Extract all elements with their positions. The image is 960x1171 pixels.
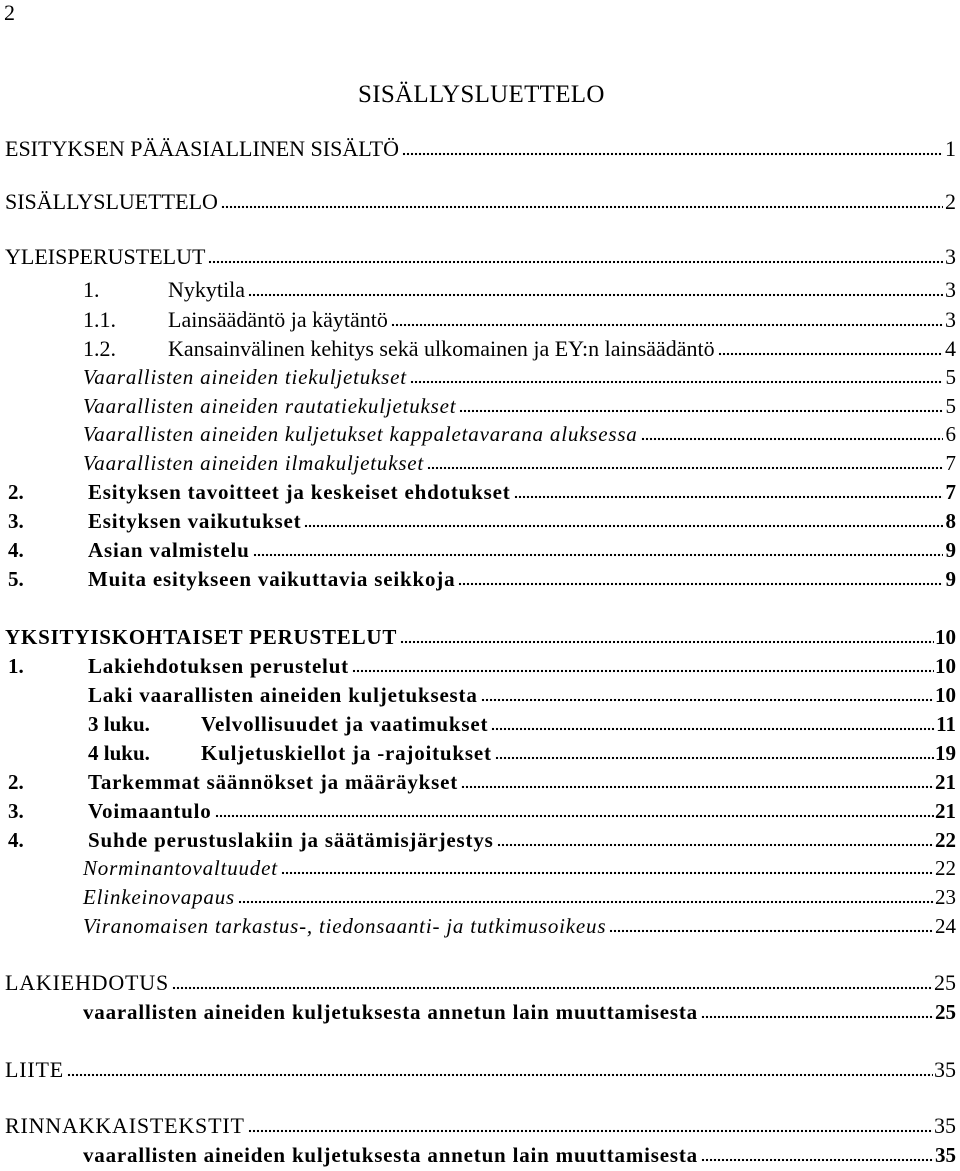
toc-entry[interactable]	[83, 393, 956, 419]
toc-entry[interactable]	[83, 682, 956, 708]
toc-entry-title: Vaarallisten aineiden rautatiekuljetukset	[83, 394, 457, 418]
toc-entry-number: 1.2.	[83, 336, 116, 361]
dot-leader	[172, 984, 933, 990]
toc-entry[interactable]: 5. Muita esitykseen vaikuttavia seikkoja 9	[8, 567, 956, 591]
toc-entry-title: Esityksen tavoitteet ja keskeiset ehdotukset	[88, 480, 511, 504]
page-number: 2	[4, 0, 15, 25]
toc-entry[interactable]	[83, 711, 956, 737]
toc-entry[interactable]	[83, 999, 956, 1025]
page-title: SISÄLLYSLUETTELO	[358, 81, 605, 108]
toc-entry[interactable]	[83, 1142, 956, 1168]
dot-leader	[215, 812, 934, 818]
toc-entry-page: 4	[945, 336, 956, 361]
toc-entry-title: vaarallisten aineiden kuljetuksesta annetun lain muuttamisesta	[83, 1143, 698, 1167]
toc-entry-title: Esityksen vaikutukset	[88, 509, 302, 533]
toc-entry[interactable]: 1. Lakiehdotuksen perustelut 10	[8, 654, 956, 678]
toc-entry-page: 3	[945, 307, 956, 332]
dot-leader	[248, 291, 943, 297]
toc-entry-title: Velvollisuudet ja vaatimukset	[201, 712, 489, 736]
toc-entry-title: LIITE	[5, 1057, 64, 1082]
dot-leader	[427, 464, 943, 470]
dot-leader	[495, 754, 934, 760]
toc-entry[interactable]: 3. Esityksen vaikutukset 8	[8, 509, 956, 533]
toc-entry-page: 24	[935, 914, 956, 938]
toc-entry-title: Lainsäädäntö ja käytäntö	[168, 307, 388, 332]
toc-entry-page: 3	[945, 244, 956, 269]
dot-leader	[641, 435, 943, 441]
dot-leader	[458, 580, 943, 586]
toc-entry-title: Elinkeinovapaus	[83, 885, 235, 909]
dot-leader	[514, 493, 943, 499]
toc-entry-title: Viranomaisen tarkastus-, tiedonsaanti- ja tutkimusoikeus	[83, 914, 607, 938]
toc-entry[interactable]	[83, 913, 956, 939]
toc-entry-page: 21	[935, 799, 956, 823]
toc-entry-title: SISÄLLYSLUETTELO	[5, 189, 218, 214]
toc-entry-title: Suhde perustuslakiin ja säätämisjärjestys	[88, 828, 494, 852]
toc-entry-page: 9	[945, 567, 956, 591]
toc-entry-title: Tarkemmat säännökset ja määräykset	[88, 770, 458, 794]
dot-leader	[491, 725, 935, 731]
toc-entry-title: Voimaantulo	[88, 799, 212, 823]
dot-leader	[402, 150, 943, 156]
toc-entry-page: 10	[935, 654, 956, 678]
toc-entry-title: ESITYKSEN PÄÄASIALLINEN SISÄLTÖ	[5, 136, 399, 161]
toc-entry-page: 21	[935, 770, 956, 794]
toc-entry-page: 25	[935, 1000, 956, 1024]
toc-entry-title: Kuljetuskiellot ja -rajoitukset	[201, 741, 492, 765]
toc-entry[interactable]	[83, 364, 956, 390]
toc-entry-page: 3	[945, 277, 956, 302]
toc-entry-title: Vaarallisten aineiden kuljetukset kappaletavarana aluksessa	[83, 422, 638, 446]
toc-entry-page: 9	[945, 538, 956, 562]
dot-leader	[497, 841, 934, 847]
toc-entry-page: 10	[935, 625, 956, 649]
toc-entry-page: 8	[945, 509, 956, 533]
dot-leader	[718, 350, 943, 356]
toc-entry[interactable]	[5, 136, 956, 162]
toc-entry-page: 25	[934, 970, 956, 995]
toc-entry-number: 1.1.	[83, 307, 116, 332]
toc-entry-page: 22	[935, 828, 956, 852]
toc-entry-title: Muita esitykseen vaikuttavia seikkoja	[88, 567, 456, 591]
toc-entry[interactable]	[83, 421, 956, 447]
toc-entry[interactable]: 3. Voimaantulo 21	[8, 799, 956, 823]
dot-leader	[701, 1156, 934, 1162]
toc-entry-page: 35	[935, 1143, 956, 1167]
toc-entry[interactable]	[83, 884, 956, 910]
toc-entry-title: Nykytila	[168, 277, 245, 302]
dot-leader	[410, 378, 943, 384]
toc-entry[interactable]	[5, 1113, 956, 1139]
toc-entry[interactable]	[83, 277, 956, 303]
toc-entry-page: 10	[935, 683, 956, 707]
toc-entry[interactable]	[5, 1057, 956, 1083]
toc-entry[interactable]	[83, 336, 956, 362]
dot-leader	[67, 1071, 933, 1077]
toc-entry-page: 35	[934, 1113, 956, 1138]
toc-entry-page: 35	[934, 1057, 956, 1082]
dot-leader	[304, 522, 943, 528]
toc-entry-title: Laki vaarallisten aineiden kuljetuksesta	[88, 683, 478, 707]
toc-entry-page: 23	[935, 885, 956, 909]
toc-entry-title: Asian valmistelu	[88, 538, 250, 562]
toc-entry-title: vaarallisten aineiden kuljetuksesta annetun lain muuttamisesta	[83, 1000, 698, 1024]
dot-leader	[253, 551, 943, 557]
dot-leader	[400, 638, 934, 644]
dot-leader	[459, 407, 943, 413]
toc-entry-number: 3 luku.	[88, 712, 150, 736]
toc-entry[interactable]: 4. Asian valmistelu 9	[8, 538, 956, 562]
toc-entry[interactable]: 2. Tarkemmat säännökset ja määräykset 21	[8, 770, 956, 794]
toc-entry-page: 7	[945, 451, 956, 475]
toc-entry[interactable]	[5, 244, 956, 270]
toc-entry-page: 5	[945, 394, 956, 418]
toc-entry-page: 6	[945, 422, 956, 446]
toc-entry-number: 1.	[83, 277, 100, 302]
toc-entry[interactable]	[5, 189, 956, 215]
toc-entry-page: 11	[936, 712, 956, 736]
toc-entry[interactable]: 2. Esityksen tavoitteet ja keskeiset ehdotukset 7	[8, 480, 956, 504]
toc-entry-page: 7	[945, 480, 956, 504]
toc-entry[interactable]	[83, 740, 956, 766]
toc-entry-number: 4 luku.	[88, 741, 150, 765]
toc-entry-title: LAKIEHDOTUS	[5, 970, 170, 995]
toc-entry-title: YLEISPERUSTELUT	[5, 244, 206, 269]
toc-entry-page: 22	[935, 856, 956, 880]
toc-entry[interactable]	[83, 450, 956, 476]
dot-leader	[208, 258, 943, 264]
toc-entry[interactable]: 4. Suhde perustuslakiin ja säätämisjärjestys 22	[8, 828, 956, 852]
toc-entry[interactable]	[83, 307, 956, 333]
toc-entry-title: Norminantovaltuudet	[83, 856, 278, 880]
dot-leader	[352, 667, 934, 673]
dot-leader	[281, 869, 934, 875]
toc-entry-title: Vaarallisten aineiden tiekuljetukset	[83, 365, 407, 389]
toc-entry[interactable]	[83, 855, 956, 881]
toc-entry-title: Lakiehdotuksen perustelut	[88, 654, 349, 678]
dot-leader	[461, 783, 934, 789]
toc-entry[interactable]	[5, 624, 956, 650]
toc-entry-page: 19	[935, 741, 956, 765]
toc-entry-page: 1	[945, 136, 956, 161]
toc-entry-title: YKSITYISKOHTAISET PERUSTELUT	[5, 625, 398, 649]
dot-leader	[221, 203, 943, 209]
toc-entry-title: Kansainvälinen kehitys sekä ulkomainen ja EY:n lainsäädäntö	[168, 336, 715, 361]
toc-entry[interactable]	[5, 970, 956, 996]
dot-leader	[238, 898, 934, 904]
dot-leader	[481, 696, 934, 702]
toc-entry-page: 2	[945, 189, 956, 214]
toc-entry-title: RINNAKKAISTEKSTIT	[5, 1113, 245, 1138]
dot-leader	[609, 927, 934, 933]
toc-entry-title: Vaarallisten aineiden ilmakuljetukset	[83, 451, 425, 475]
toc-entry-page: 5	[945, 365, 956, 389]
dot-leader	[391, 321, 943, 327]
dot-leader	[701, 1013, 934, 1019]
dot-leader	[248, 1127, 933, 1133]
